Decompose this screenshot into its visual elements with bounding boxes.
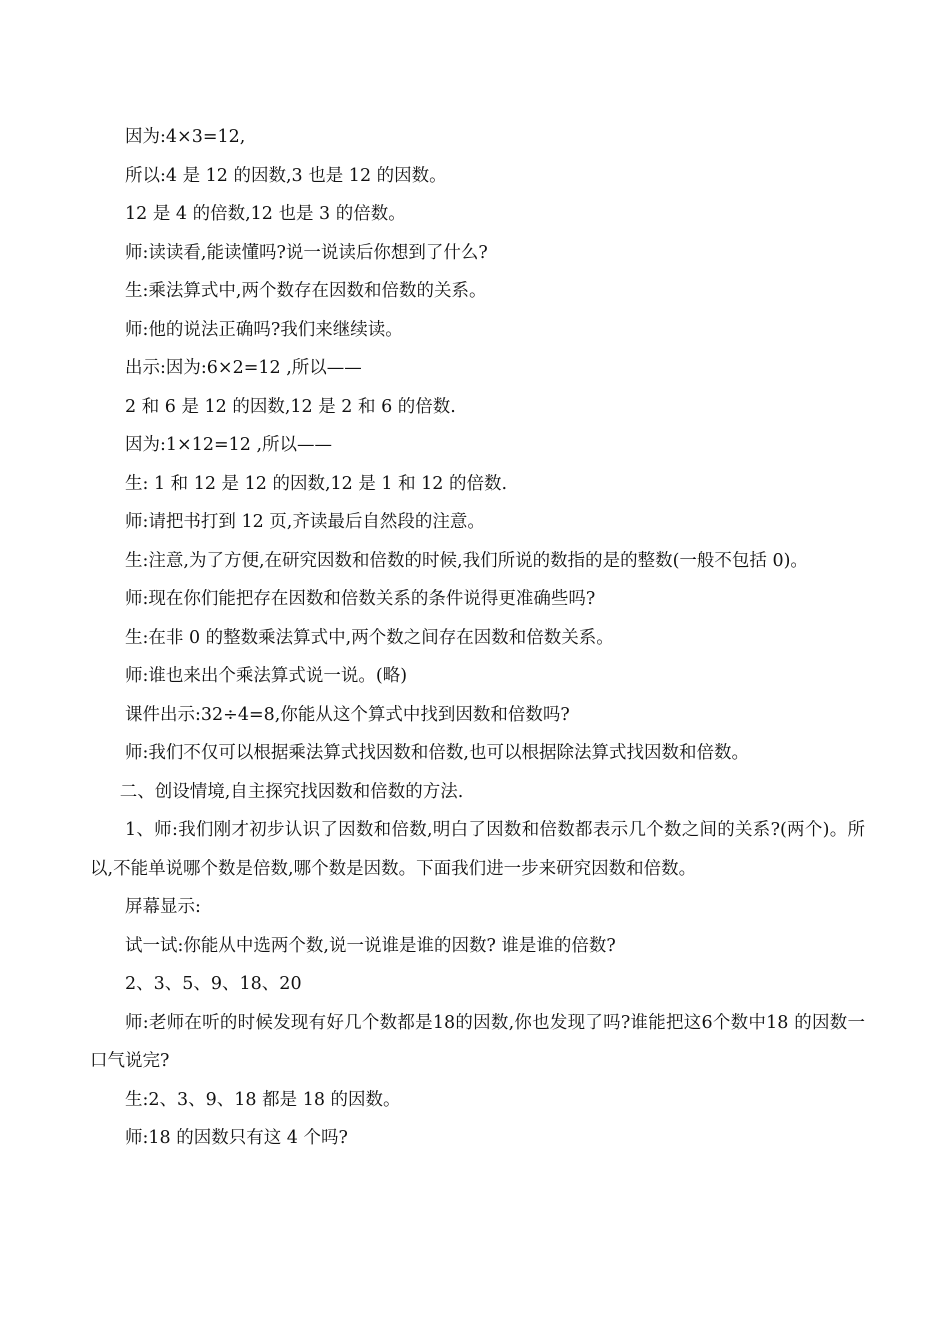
paragraph: 师:老师在听的时候发现有好几个数都是18的因数,你也发现了吗?谁能把这6个数中18 的因数一口气说完? bbox=[90, 1012, 865, 1071]
paragraph: 课件出示:32÷4=8,你能从这个算式中找到因数和倍数吗? bbox=[125, 704, 570, 725]
paragraph: 12 是 4 的倍数,12 也是 3 的倍数。 bbox=[125, 204, 406, 224]
paragraph: 生:注意,为了方便,在研究因数和倍数的时候,我们所说的数指的是的整数(一般不包括 0)。 bbox=[125, 550, 808, 571]
paragraph: 2、3、5、9、18、20 bbox=[125, 974, 302, 994]
paragraph: 试一试:你能从中选两个数,说一说谁是谁的因数? 谁是谁的倍数? bbox=[125, 935, 616, 956]
paragraph: 屏幕显示: bbox=[125, 897, 201, 917]
paragraph: 师:现在你们能把存在因数和倍数关系的条件说得更准确些吗? bbox=[125, 589, 596, 609]
paragraph: 生:2、3、9、18 都是 18 的因数。 bbox=[125, 1089, 401, 1110]
paragraph: 出示:因为:6×2=12 ,所以—— bbox=[125, 358, 362, 378]
paragraph: 生:乘法算式中,两个数存在因数和倍数的关系。 bbox=[125, 281, 487, 301]
document-body bbox=[90, 118, 865, 1158]
paragraph: 师:谁也来出个乘法算式说一说。(略) bbox=[125, 666, 408, 686]
paragraph: 生:在非 0 的整数乘法算式中,两个数之间存在因数和倍数关系。 bbox=[125, 627, 614, 648]
paragraph: 所以:4 是 12 的因数,3 也是 12 的因数。 bbox=[125, 165, 447, 186]
paragraph: 因为:4×3=12, bbox=[125, 127, 246, 147]
section-heading: 二、创设情境,自主探究找因数和倍数的方法. bbox=[119, 781, 464, 802]
paragraph: 师:读读看,能读懂吗?说一说读后你想到了什么? bbox=[125, 242, 488, 263]
paragraph: 师:请把书打到 12 页,齐读最后自然段的注意。 bbox=[125, 512, 485, 532]
paragraph: 生: 1 和 12 是 12 的因数,12 是 1 和 12 的倍数. bbox=[125, 473, 508, 494]
paragraph: 2 和 6 是 12 的因数,12 是 2 和 6 的倍数. bbox=[125, 396, 456, 417]
paragraph: 师:我们不仅可以根据乘法算式找因数和倍数,也可以根据除法算式找因数和倍数。 bbox=[125, 743, 749, 763]
paragraph: 1、师:我们刚才初步认识了因数和倍数,明白了因数和倍数都表示几个数之间的关系?(两个)。所以,不能单说哪个数是倍数,哪个数是因数。下面我们进一步来研究因数和倍数。 bbox=[90, 820, 865, 879]
paragraph: 师:他的说法正确吗?我们来继续读。 bbox=[125, 319, 403, 340]
paragraph: 师:18 的因数只有这 4 个吗? bbox=[125, 1128, 348, 1148]
paragraph: 因为:1×12=12 ,所以—— bbox=[125, 435, 333, 455]
